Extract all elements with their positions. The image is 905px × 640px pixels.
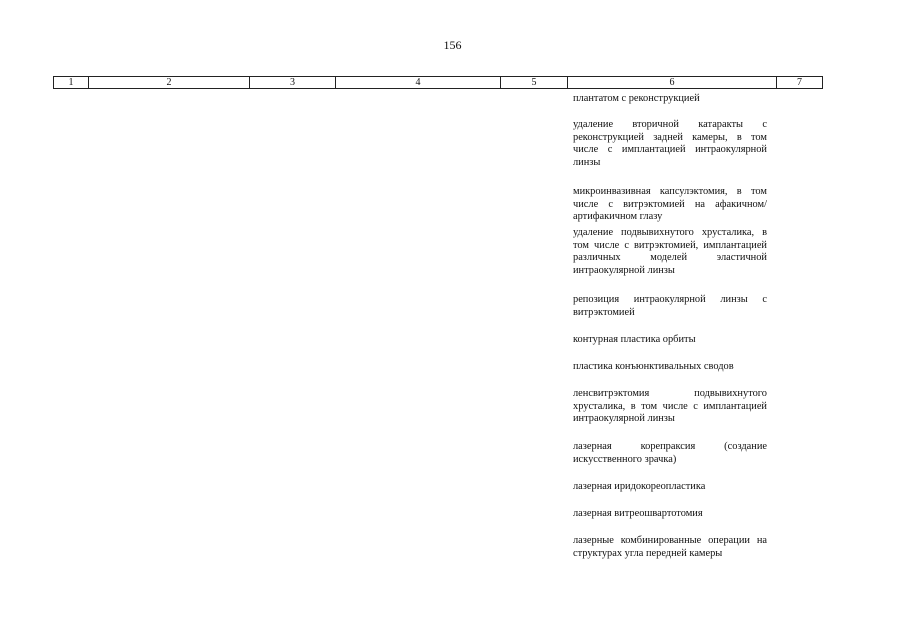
procedure-item: лазерная иридокореопластика [573, 481, 706, 492]
column-header-4: 4 [336, 77, 501, 88]
procedure-item: удаление подвывихнутого хрусталика, в том числе с витрэктомией, имплантацией различных моделей эластичной интраокулярной линзы [573, 227, 767, 277]
procedure-item: плантатом с реконструкцией [573, 93, 700, 104]
procedure-item: лазерная витреошвартотомия [573, 508, 703, 519]
column-header-6: 6 [568, 77, 777, 88]
table-header-row [53, 76, 823, 89]
procedure-item: пластика конъюнктивальных сводов [573, 361, 734, 372]
column-header-1: 1 [54, 77, 89, 88]
procedure-item: удаление вторичной катаракты с реконструкцией задней камеры, в том числе с имплантацией интраокулярной линзы [573, 119, 767, 169]
column-header-5: 5 [501, 77, 568, 88]
procedure-item: ленсвитрэктомия подвывихнутого хрусталика, в том числе с имплантацией интраокулярной линзы [573, 388, 767, 425]
column-header-3: 3 [250, 77, 336, 88]
column-header-2: 2 [89, 77, 250, 88]
procedure-item: репозиция интраокулярной линзы с витрэктомией [573, 294, 767, 318]
page-number: 156 [443, 38, 462, 52]
procedure-item: лазерные комбинированные операции на структурах угла передней камеры [573, 535, 767, 559]
procedure-item: контурная пластика орбиты [573, 334, 696, 345]
column-header-7: 7 [797, 77, 802, 88]
procedure-item: лазерная корепраксия (создание искусственного зрачка) [573, 441, 767, 465]
procedure-item: микроинвазивная капсулэктомия, в том числе с витрэктомией на афакичном/артифакичном глазу [573, 186, 767, 223]
